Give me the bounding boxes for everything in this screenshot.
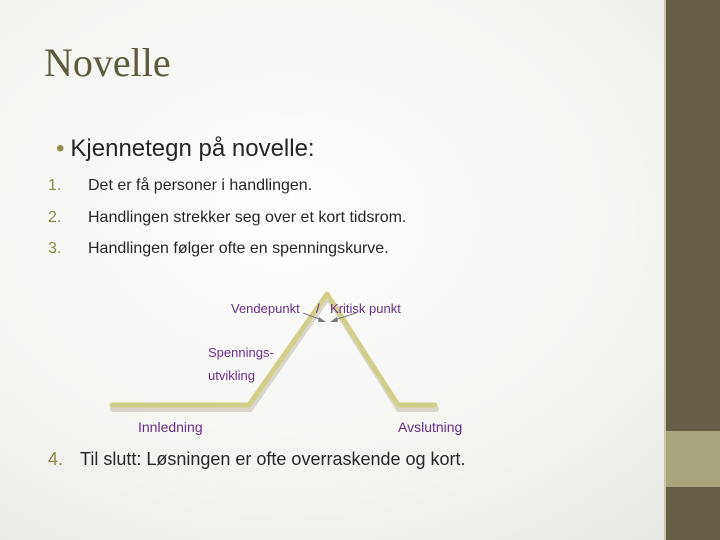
arrow-head-left: [318, 317, 326, 322]
list-item-text: Handlingen strekker seg over et kort tidsrom.: [88, 209, 407, 226]
rising-action-label-line1: Spennings-: [208, 345, 274, 360]
critical-point-label: Kritisk punkt: [330, 301, 401, 316]
list-item-number: 1.: [48, 177, 62, 194]
arrow-head-right: [330, 317, 338, 322]
ending-label: Avslutning: [398, 419, 463, 435]
label-separator: /: [316, 301, 320, 316]
rising-action-label-line2: utvikling: [208, 368, 255, 383]
bullet-marker: •: [56, 135, 65, 162]
list-item-text: Det er få personer i handlingen.: [88, 177, 313, 194]
list-item-number: 4.: [48, 449, 64, 469]
list-item-text: Til slutt: Løsningen er ofte overraskende og kort.: [80, 449, 466, 469]
list-item-number: 2.: [48, 209, 62, 226]
list-item-text: Handlingen følger ofte en spenningskurve.: [88, 240, 389, 257]
list-item-number: 3.: [48, 240, 62, 257]
introduction-label: Innledning: [138, 419, 203, 435]
slide-title: Novelle: [44, 40, 171, 85]
turning-point-label: Vendepunkt: [231, 301, 300, 316]
heading-text: Kjennetegn på novelle:: [70, 135, 315, 162]
list-item: [48, 450, 466, 468]
